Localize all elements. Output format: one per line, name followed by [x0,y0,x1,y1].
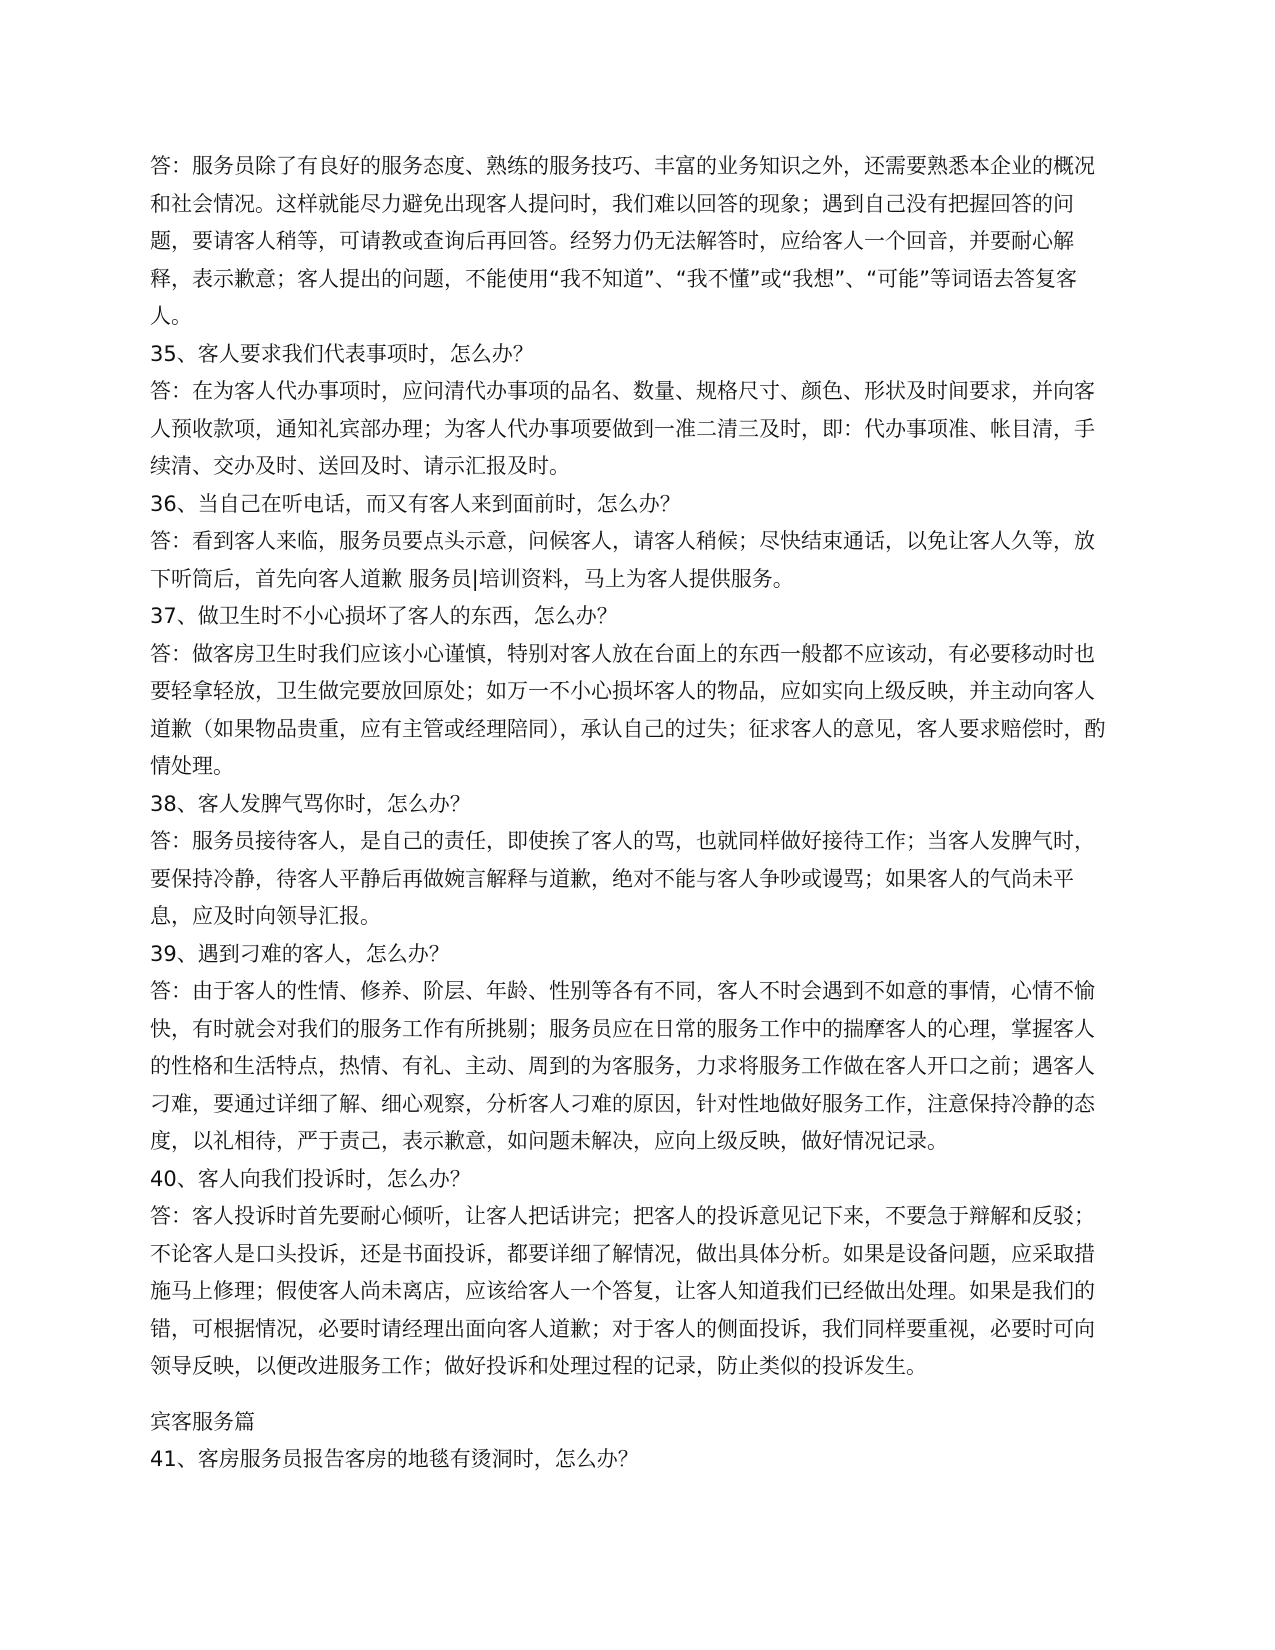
document-page [150,148,1110,1479]
answer-paragraph-36: 答：看到客人来临，服务员要点头示意，问候客人，请客人稍候；尽快结束通话，以免让客人久等，放下听筒后，首先向客人道歉 服务员|培训资料，马上为客人提供服务。 [150,529,1095,591]
answer-paragraph-34: 答：服务员除了有良好的服务态度、熟练的服务技巧、丰富的业务知识之外，还需要熟悉本企业的概况和社会情况。这样就能尽力避免出现客人提问时，我们难以回答的现象；遇到自己没有把握回答的问题，要请客人稍等，可请教或查询后再回答。经努力仍无法解答时，应给客人一个回音，并要耐心解释，表示歉意；客人提出的问题，不能使用“我不知道”、“我不懂”或“我想”、“可能”等词语去答复客人。 [150,154,1095,328]
question-38: 38、客人发脾气骂你时，怎么办？ [150,791,471,816]
question-40: 40、客人向我们投诉时，怎么办？ [150,1166,471,1191]
question-39: 39、遇到刁难的客人，怎么办？ [150,941,450,966]
question-35: 35、客人要求我们代表事项时，怎么办？ [150,341,534,366]
answer-paragraph-38: 答：服务员接待客人，是自己的责任，即使挨了客人的骂，也就同样做好接待工作；当客人发脾气时，要保持冷静，待客人平静后再做婉言解释与道歉，绝对不能与客人争吵或谩骂；如果客人的气尚未平息，应及时向领导汇报。 [150,829,1095,928]
answer-paragraph-35: 答：在为客人代办事项时，应问清代办事项的品名、数量、规格尺寸、颜色、形状及时间要求，并向客人预收款项，通知礼宾部办理；为客人代办事项要做到一准二清三及时，即：代办事项准、帐目清，手续清、交办及时、送回及时、请示汇报及时。 [150,379,1095,478]
question-36: 36、当自己在听电话，而又有客人来到面前时，怎么办？ [150,491,681,516]
answer-paragraph-40: 答：客人投诉时首先要耐心倾听，让客人把话讲完；把客人的投诉意见记下来，不要急于辩解和反驳；不论客人是口头投诉，还是书面投诉，都要详细了解情况，做出具体分析。如果是设备问题，应采取措施马上修理；假使客人尚未离店，应该给客人一个答复，让客人知道我们已经做出处理。如果是我们的错，可根据情况，必要时请经理出面向客人道歉；对于客人的侧面投诉，我们同样要重视，必要时可向领导反映，以便改进服务工作；做好投诉和处理过程的记录，防止类似的投诉发生。 [150,1204,1095,1378]
section-heading: 宾客服务篇 [150,1409,255,1434]
answer-paragraph-37: 答：做客房卫生时我们应该小心谨慎，特别对客人放在台面上的东西一般都不应该动，有必要移动时也要轻拿轻放，卫生做完要放回原处；如万一不小心损坏客人的物品，应如实向上级反映，并主动向客人道歉（如果物品贵重，应有主管或经理陪同），承认自己的过失；征求客人的意见，客人要求赔偿时，酌情处理。 [150,641,1106,778]
question-41: 41、客房服务员报告客房的地毯有烫洞时，怎么办？ [150,1447,639,1471]
answer-paragraph-39: 答：由于客人的性情、修养、阶层、年龄、性别等各有不同，客人不时会遇到不如意的事情，心情不愉快，有时就会对我们的服务工作有所挑剔；服务员应在日常的服务工作中的揣摩客人的心理，掌握客人的性格和生活特点，热情、有礼、主动、周到的为客服务，力求将服务工作做在客人开口之前；遇客人刁难，要通过详细了解、细心观察，分析客人刁难的原因，针对性地做好服务工作，注意保持冷静的态度，以礼相待，严于责己，表示歉意，如问题未解决，应向上级反映，做好情况记录。 [150,979,1095,1153]
question-37: 37、做卫生时不小心损坏了客人的东西，怎么办？ [150,604,618,628]
